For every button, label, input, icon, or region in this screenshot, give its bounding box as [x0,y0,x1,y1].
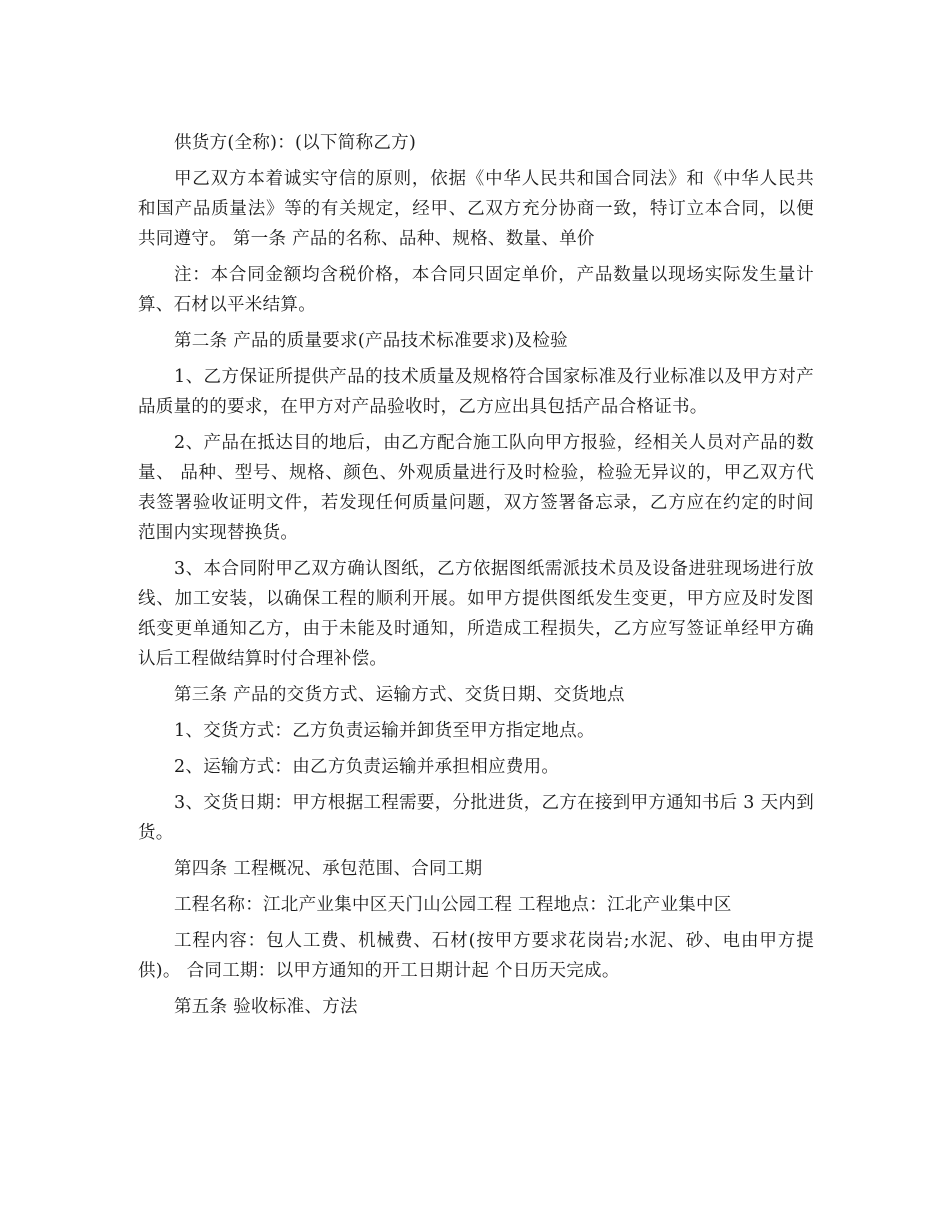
paragraph-note: 注：本合同金额均含税价格，本合同只固定单价，产品数量以现场实际发生量计算、石材以平米结算。 [138,265,814,315]
paragraph-supplier: 供货方(全称)：(以下简称乙方) [174,133,417,153]
paragraph-preamble: 甲乙双方本着诚实守信的原则，依据《中华人民共和国合同法》和《中华人民共和国产品质量法》等的有关规定，经甲、乙双方充分协商一致，特订立本合同，以便共同遵守。 第一条 产品的名称、品种、规格、数量、单价 [138,169,814,249]
paragraph-project-name: 工程名称：江北产业集中区天门山公园工程 工程地点：江北产业集中区 [174,895,732,915]
paragraph-article-3-item-1: 1、交货方式：乙方负责运输并卸货至甲方指定地点。 [174,721,595,741]
paragraph-article-2-item-1: 1、乙方保证所提供产品的技术质量及规格符合国家标准及行业标准以及甲方对产品质量的的要求，在甲方对产品验收时，乙方应出具包括产品合格证书。 [138,367,814,417]
heading-article-5: 第五条 验收标准、方法 [174,997,358,1017]
heading-article-3: 第三条 产品的交货方式、运输方式、交货日期、交货地点 [174,685,625,705]
paragraph-article-2-item-2: 2、产品在抵达目的地后，由乙方配合施工队向甲方报验，经相关人员对产品的数量、 品种、型号、规格、颜色、外观质量进行及时检验，检验无异议的，甲乙双方代表签署验收证明文件，若发现任何质量问题，双方签署备忘录，乙方应在约定的时间范围内实现替换货。 [138,433,814,543]
heading-article-2: 第二条 产品的质量要求(产品技术标准要求)及检验 [174,331,568,351]
paragraph-article-3-item-2: 2、运输方式：由乙方负责运输并承担相应费用。 [174,757,560,777]
heading-article-4: 第四条 工程概况、承包范围、合同工期 [174,859,483,879]
document-body [138,128,814,1028]
paragraph-article-3-item-3: 3、交货日期：甲方根据工程需要，分批进货，乙方在接到甲方通知书后 3 天内到货。 [138,793,814,843]
paragraph-article-2-item-3: 3、本合同附甲乙双方确认图纸，乙方依据图纸需派技术员及设备进驻现场进行放线、加工安装，以确保工程的顺利开展。如甲方提供图纸发生变更，甲方应及时发图纸变更单通知乙方，由于未能及时通知，所造成工程损失，乙方应写签证单经甲方确认后工程做结算时付合理补偿。 [138,559,814,669]
paragraph-project-content: 工程内容：包人工费、机械费、石材(按甲方要求花岗岩;水泥、砂、电由甲方提供)。 合同工期：以甲方通知的开工日期计起 个日历天完成。 [138,931,814,981]
